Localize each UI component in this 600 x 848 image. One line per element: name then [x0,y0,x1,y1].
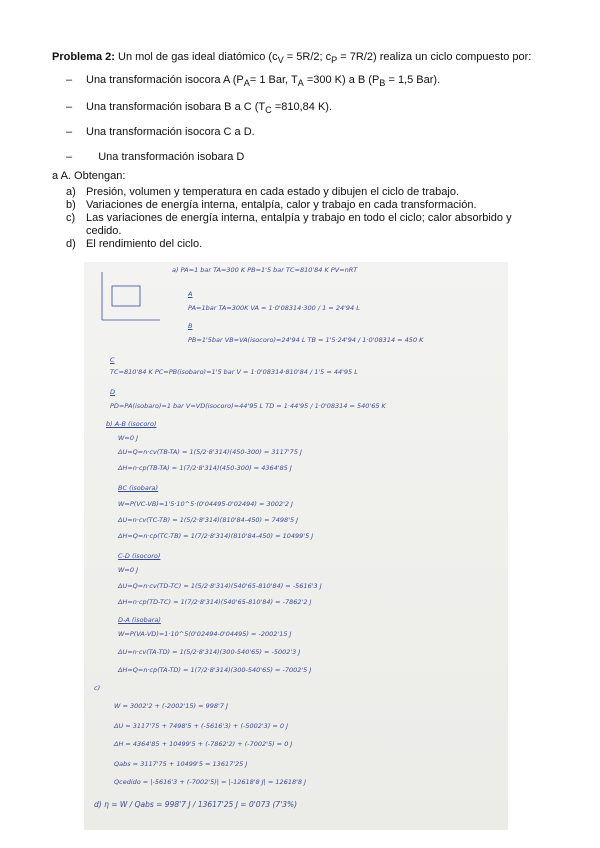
hw-line: d) η = W / Qabs = 998'7 J / 13617'25 J = 0'073 (7'3%) [94,800,298,809]
hw-line: Qcedido = |-5616'3 + (-7002'5)| = |-12618'8 J| = 12618'8 J [114,778,307,786]
question-item: a) Presión, volumen y temperatura en cada estado y dibujen el ciclo de trabajo. [66,186,459,198]
hw-line: ΔU=Q=n·cv(TB-TA) = 1(5/2·8'314)(450-300) = 3117'75 J [118,448,302,456]
hw-line: B [188,322,193,330]
pv-diagram-sketch [94,268,164,328]
hw-line: ΔH=Q=n·cp(TC-TB) = 1(7/2·8'314)(810'84-450) = 10499'5 J [118,532,314,540]
hw-line: W=P(VC-VB)=1'5·10^5·(0'04495-0'02494) = 3002'2 J [118,500,293,508]
hw-line: ΔH=n·cp(TB-TA) = 1(7/2·8'314)(450-300) = 4364'85 J [118,464,292,472]
hw-line: ΔU=Q=n·cv(TD-TC) = 1(5/2·8'314)(540'65-810'84) = -5616'3 J [118,582,322,590]
hw-line: D [110,388,116,396]
cycle-rectangle [112,286,140,306]
hw-line: c) [94,684,101,692]
question-item: d) El rendimiento del ciclo. [66,238,203,250]
transformation-item: – Una transformación isobara B a C ($T_C =810,84$ K). [66,101,333,116]
question-item: b) Variaciones de energía interna, entalpía, calor y trabajo en cada transformación. [66,199,477,211]
hw-line: Qabs = 3117'75 + 10499'5 = 13617'25 J [114,760,248,768]
hw-line: ΔH=n·cp(TD-TC) = 1(7/2·8'314)(540'65-810'84) = -7862'2 J [118,598,312,606]
hw-line: BC (isobara) [118,484,159,492]
hw-line: PD=PA(isobaro)=1 bar V=VD(isocoro)=44'95 L TD = 1·44'95 / 1·0'08314 = 540'65 K [110,402,386,410]
problem-text: Un mol de gas ideal diatómico ($c_V = 5R/2$; $c_P = 7R/2$) realiza un ciclo compuesto por: [114,51,532,66]
hw-line: A [188,290,193,298]
transformation-item: – Una transformación isocora A ($P_A= 1$ Bar, $T_A =300$ K) a B ($P_B = 1,5$ Bar). [66,74,441,89]
hw-line: a) PA=1 bar TA=300 K PB=1'5 bar TC=810'84 K PV=nRT [172,266,358,274]
hw-line: PA=1bar TA=300K VA = 1·0'08314·300 / 1 = 24'94 L [188,304,360,312]
hw-line: W=0 J [118,566,138,574]
hw-line: W=0 J [118,434,138,442]
hw-line: C-D (isocoro) [118,552,161,560]
question-item: c) Las variaciones de energía interna, entalpía y trabajo en todo el ciclo; calor absorbido y cedido. [66,212,512,237]
hw-line: TC=810'84 K PC=PB(isobaro)=1'5 bar V = 1·0'08314·810'84 / 1'5 = 44'95 L [110,368,358,376]
hw-line: W = 3002'2 + (-2002'15) = 998'7 J [114,702,228,710]
hw-line: C [110,356,115,364]
transformation-item: – Una transformación isocora C a D. [66,126,255,138]
hw-line: ΔU=n·cv(TC-TB) = 1(5/2·8'314)(810'84-450) = 7498'5 J [118,516,299,524]
problem-label: Problema 2: [52,51,115,63]
problem-statement [52,50,592,67]
handwritten-solution-photo [84,262,508,830]
hw-line: W=P(VA-VD)=1·10^5(0'02494-0'04495) = -2002'15 J [118,630,292,638]
hw-line: ΔU = 3117'75 + 7498'5 + (-5616'3) + (-5002'3) = 0 J [114,722,289,730]
hw-line: ΔH = 4364'85 + 10499'5 + (-7862'2) + (-7002'5) = 0 J [114,740,293,748]
hw-line: b) A-B (isocoro) [106,420,157,428]
hw-line: ΔH=Q=n·cp(TA-TD) = 1(7/2·8'314)(300-540'65) = -7002'5 J [118,666,312,674]
hw-line: D-A (isobara) [118,616,161,624]
transformation-item: – Una transformación isobara D [66,151,245,163]
obtain-label: a A. Obtengan: [52,170,126,182]
question-list [66,186,536,251]
hw-line: ΔU=n·cv(TA-TD) = 1(5/2·8'314)(300-540'65) = -5002'3 J [118,648,301,656]
hw-line: PB=1'5bar VB=VA(isocoro)=24'94 L TB = 1'5·24'94 / 1·0'08314 = 450 K [188,336,424,344]
